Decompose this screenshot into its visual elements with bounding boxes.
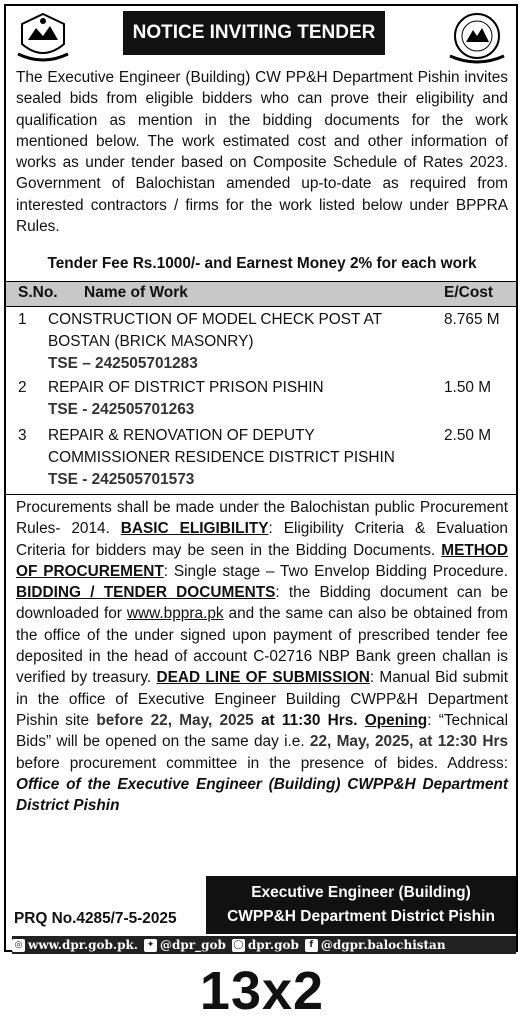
body-text: before procurement committee in the presence of bides. Address: (16, 754, 508, 772)
table-header (6, 281, 516, 307)
opening-heading: Opening (364, 711, 428, 729)
work-name: REPAIR OF DISTRICT PRISON PISHIN (48, 379, 324, 396)
footer-instagram-text: dpr.gob (247, 938, 299, 952)
instagram-icon: ◯ (233, 939, 244, 950)
footer-instagram[interactable] (232, 938, 299, 952)
twitter-icon: ✦ (144, 939, 157, 952)
balochistan-emblem-icon (14, 10, 72, 64)
globe-icon: ◎ (12, 939, 25, 952)
row-cost: 1.50 M (444, 379, 492, 396)
ad-size-label: 13x2 (199, 961, 325, 1021)
signature-title: Executive Engineer (Building) (251, 884, 471, 901)
col-sno: S.No. (18, 284, 58, 301)
row-work (48, 377, 408, 421)
body-text: : the Bidding document can be downloaded for (16, 584, 508, 623)
tse-number: TSE - 242505701573 (48, 471, 195, 488)
footer-facebook[interactable] (305, 938, 446, 952)
work-name: CONSTRUCTION OF MODEL CHECK POST AT BOSTAN (BRICK MASONRY) (48, 311, 382, 350)
footer-twitter[interactable] (144, 938, 226, 952)
col-work: Name of Work (84, 284, 188, 301)
deadline-heading: DEAD LINE OF SUBMISSION (156, 669, 370, 687)
tender-fee-line: Tender Fee Rs.1000/- and Earnest Money 2% for each work (47, 255, 477, 272)
footer-web[interactable] (12, 938, 138, 952)
footer-bar (12, 936, 516, 954)
prq-number: PRQ No.4285/7-5-2025 (14, 910, 177, 927)
row-sno: 1 (18, 311, 27, 328)
notice-header (6, 6, 516, 66)
section-divider (6, 494, 516, 495)
row-sno: 3 (18, 427, 27, 444)
notice-title: NOTICE INVITING TENDER (123, 11, 385, 55)
footer-twitter-text: @dpr_gob (160, 938, 226, 952)
opening-date: 22, May, 2025, at 12:30 Hrs (309, 733, 509, 751)
row-cost: 8.765 M (444, 311, 500, 328)
department-seal-icon (444, 10, 510, 64)
deadline-time: at 11:30 Hrs. (260, 711, 358, 729)
intro-paragraph: The Executive Engineer (Building) CW PP&H Department Pishin invites sealed bids from eligible bidders who can prove their eligibility and qualification as mention in the bidding documents for the work mentioned below. The work estimated cost and other information of works as under tender based on Composite Schedule of Rates 2023. Government of Balochistan amended up-to-date as required from interested contractors / firms for the work listed below under BPPRA Rules. (16, 69, 508, 236)
row-work (48, 309, 408, 375)
col-cost: E/Cost (444, 284, 494, 301)
method-heading: METHOD OF PROCUREMENT (16, 541, 508, 580)
tse-number: TSE - 242505701263 (48, 401, 195, 418)
footer-facebook-text: @dgpr.balochistan (320, 938, 446, 952)
bidding-docs-heading: BIDDING / TENDER DOCUMENTS (16, 584, 276, 602)
deadline-date: before 22, May, 2025 (96, 711, 254, 729)
row-work (48, 425, 408, 491)
facebook-icon: f (305, 939, 318, 952)
tse-number: TSE – 242505701283 (48, 355, 198, 372)
body-text: : “Technical Bids” will be opened on the same day i.e. (16, 711, 509, 751)
procurement-body (16, 497, 508, 816)
body-text: Procurements shall be made under the Balochistan public Procurement Rules- 2014. (16, 499, 508, 538)
notice-frame (4, 4, 518, 952)
signature-block (206, 876, 516, 934)
footer-web-text: www.dpr.gob.pk. (28, 938, 138, 952)
basic-eligibility-heading: BASIC ELIGIBILITY (120, 520, 269, 538)
body-text: : Eligibility Criteria & Evaluation Criteria for bidders may be seen in the Bidding Documents. (16, 520, 508, 559)
signature-department: CWPP&H Department District Pishin (227, 908, 495, 925)
body-text: : Single stage – Two Envelop Bidding Procedure. (163, 562, 508, 580)
body-text: and the same can also be obtained from the office of the under signed upon payment of prescribed tender fee deposited in the head of account C-02716 NBP Bank green challan is verified by treasury. (16, 605, 508, 687)
body-text: : Manual Bid submit in the office of Executive Engineer Building CWPP&H Department Pishin site (16, 669, 508, 729)
row-sno: 2 (18, 379, 27, 396)
row-cost: 2.50 M (444, 427, 492, 444)
bppra-link[interactable]: www.bppra.pk (126, 605, 224, 623)
office-address: Office of the Executive Engineer (Building) CWPP&H Department District Pishin (16, 775, 508, 815)
work-name: REPAIR & RENOVATION OF DEPUTY COMMISSIONER RESIDENCE DISTRICT PISHIN (48, 427, 395, 466)
